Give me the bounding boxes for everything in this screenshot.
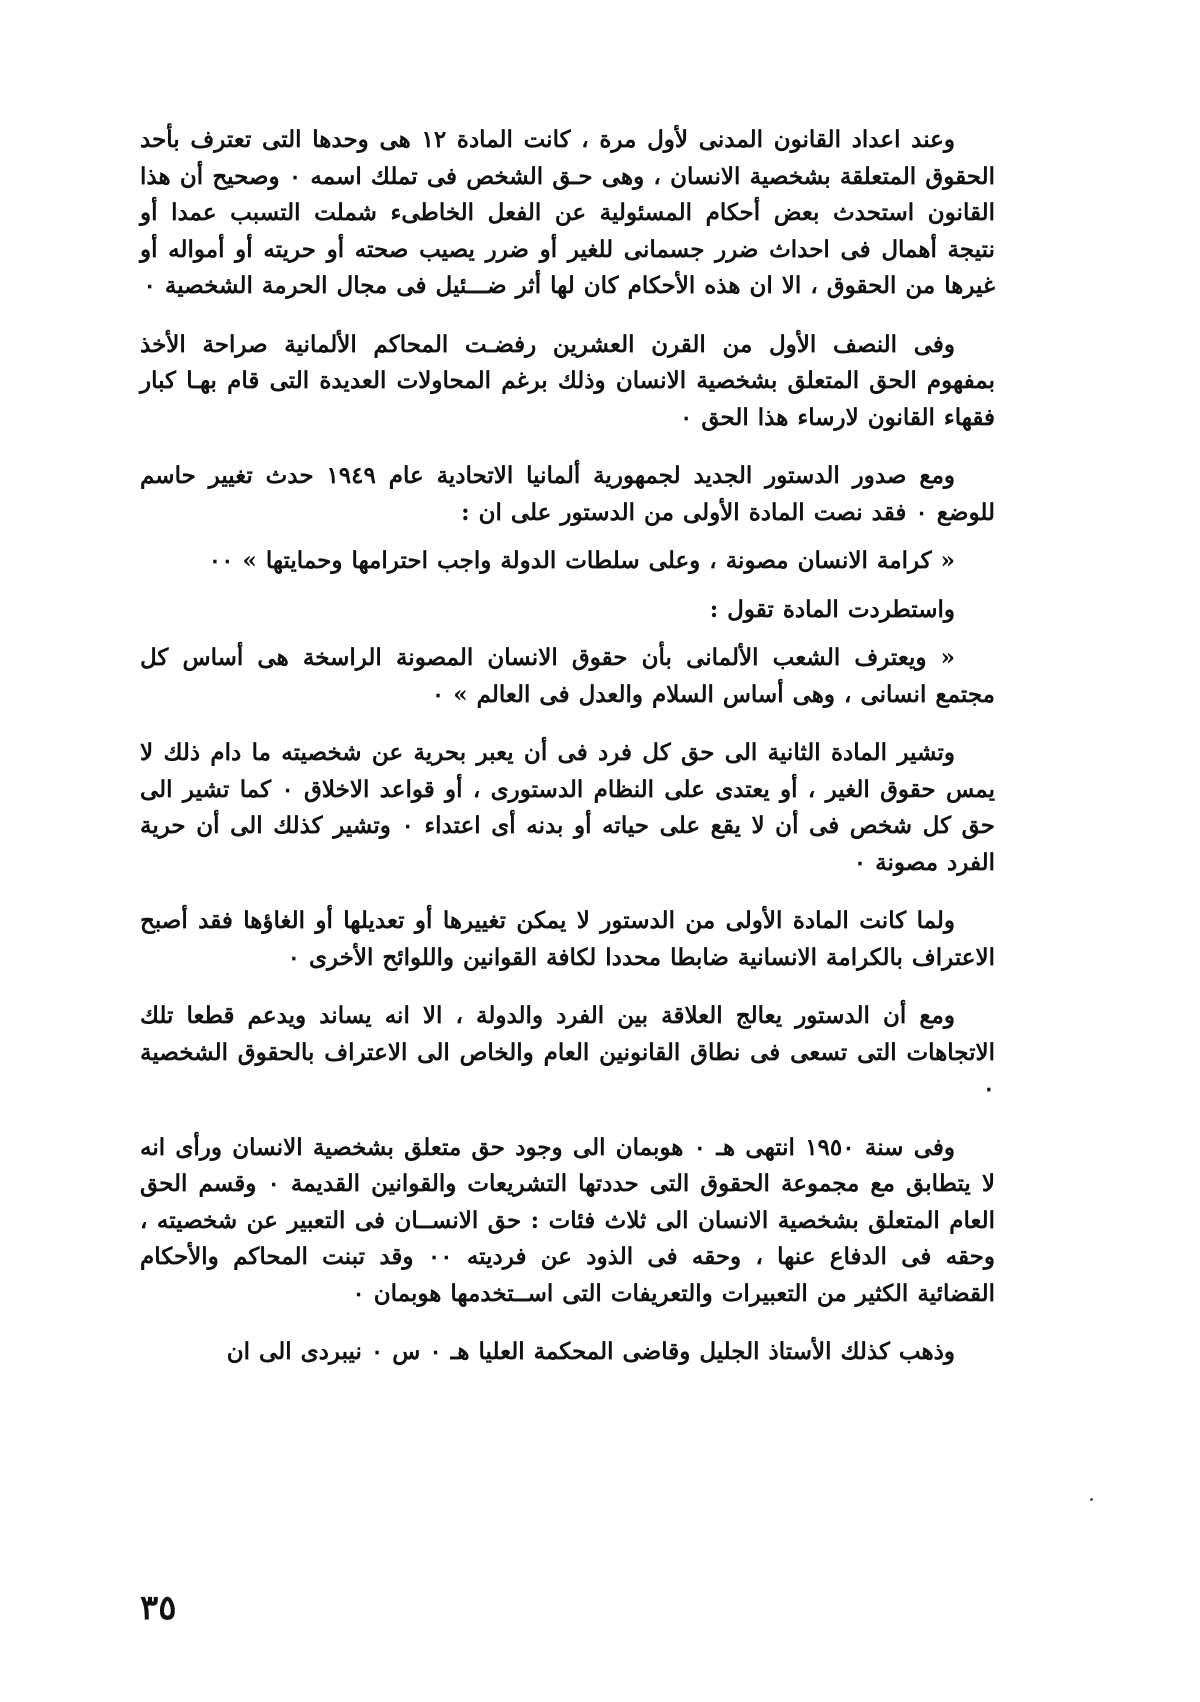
paragraph-constitution-1949: ومع صدور الدستور الجديد لجمهورية ألمانيا الاتحادية عام ١٩٤٩ حدث تغيير حاسم للوضع ٠ فقد نصت المادة الأولى من الدستور على ان : [140,462,995,526]
paragraph-hubmann-1950: وفى سنة ١٩٥٠ انتهى هـ ٠ هوبمان الى وجود حق متعلق بشخصية الانسان ورأى انه لا يتطابق مع مجموعة الحقوق التى حددتها التشريعات والقوانين القديمة ٠ وقسم الحق العام المتعلق بشخصية الانسان الى ثلاث فئات : حق الانســان فى التعبير عن شخصيته ، وحقه فى الدفاع عنها ، وحقه فى الذود عن فرديته ٠٠ وقد تبنت المحاكم والأحكام القضائية الكثير من التعبيرات والتعريفات التى اســتخدمها هوبمان ٠ [140,1133,995,1307]
paragraph-german-courts: وفى النصف الأول من القرن العشرين رفضـت المحاكم الألمانية صراحة الأخذ بمفهوم الحق المتعلق بشخصية الانسان وذلك برغم المحاولات العديدة التى قام بهـا كبار فقهاء القانون لارساء هذا الحق ٠ [140,330,995,431]
quote-human-dignity: « كرامة الانسان مصونة ، وعلى سلطات الدولة واجب احترامها وحمايتها » ٠٠ [208,547,955,574]
paragraph-individual-state: ومع أن الدستور يعالج العلاقة بين الفرد والدولة ، الا انه يساند ويدعم قطعا تلك الاتجاهات التى تسعى فى نطاق القانونين العام والخاص الى الاعتراف بالحقوق الشخصية ٠ [140,1002,995,1102]
quote-german-people: « ويعترف الشعب الألمانى بأن حقوق الانسان المصونة الراسخة هى أساس كل مجتمع انسانى ، وهى أساس السلام والعدل فى العالم » ٠ [140,644,995,708]
paragraph-nipperdey: وذهب كذلك الأستاذ الجليل وقاضى المحكمة العليا هـ ٠ س ٠ نيبردى الى ان [226,1338,955,1365]
paragraph-article-one-unchangeable: ولما كانت المادة الأولى من الدستور لا يمكن تغييرها أو تعديلها أو الغاؤها فقد أصبح الاعتراف بالكرامة الانسانية ضابطا محددا لكافة القوانين واللوائح الأخرى ٠ [140,907,995,971]
page-number: ٣٥ [140,1588,177,1628]
paragraph-civil-code: وعند اعداد القانون المدنى لأول مرة ، كانت المادة ١٢ هى وحدها التى تعترف بأحد الحقوق المتعلقة بشخصية الانسان ، وهى حـق الشخص فى تملك اسمه ٠ وصحيح أن هذا القانون استحدث بعض أحكام المسئولية عن الفعل الخاطىء شملت التسبب عمدا أو نتيجة أهمال فى احداث ضرر جسمانى للغير أو ضرر يصيب صحته أو حريته أو أمواله أو غيرها من الحقوق ، الا ان هذه الأحكام كان لها أثر ضـــئيل فى مجال الحرمة الشخصية ٠ [140,126,995,299]
scan-speck [1090,1498,1093,1501]
paragraph-article-continues: واستطردت المادة تقول : [709,595,955,623]
paragraph-article-two: وتشير المادة الثانية الى حق كل فرد فى أن يعبر بحرية عن شخصيته ما دام ذلك لا يمس حقوق الغير ، أو يعتدى على النظام الدستورى ، أو قواعد الاخلاق ٠ كما تشير الى حق كل شخص فى أن لا يقع على حياته أو بدنه أى اعتداء ٠ وتشير كذلك الى أن حرية الفرد مصونة ٠ [140,739,995,876]
body-text [140,122,995,1393]
